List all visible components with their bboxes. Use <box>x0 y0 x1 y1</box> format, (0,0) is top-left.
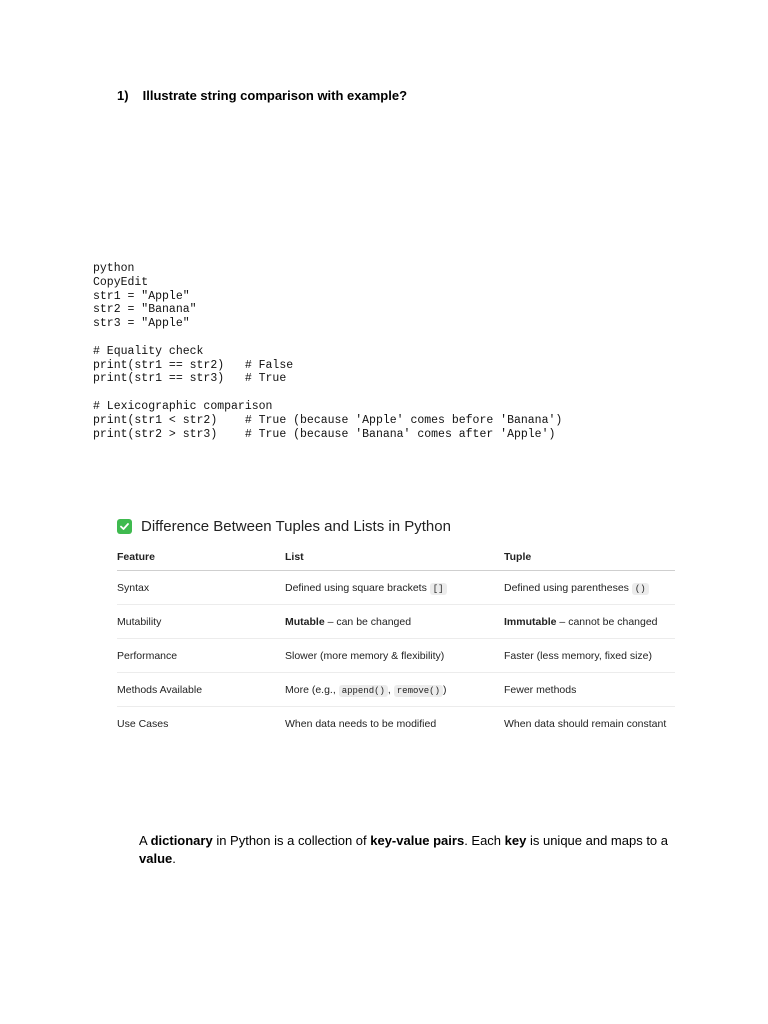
para-bold-key: key <box>504 833 527 848</box>
tuple-syntax-text: Defined using parentheses <box>504 581 629 594</box>
para-text-3: . Each <box>464 833 505 848</box>
code-line: print(str1 == str3) # True <box>93 372 287 386</box>
para-bold-value: value <box>139 851 173 866</box>
code-line: # Equality check <box>93 344 204 358</box>
para-text-1: A <box>139 833 151 848</box>
code-line: str2 = "Banana" <box>93 303 197 317</box>
code-line: # Lexicographic comparison <box>93 399 273 413</box>
check-mark-icon <box>117 519 132 534</box>
code-line: str1 = "Apple" <box>93 289 190 303</box>
code-line: print(str2 > str3) # True (because 'Banana' comes after 'Apple') <box>93 427 556 441</box>
cell-list <box>285 571 504 605</box>
cell-list: Slower (more memory & flexibility) <box>285 639 504 673</box>
cell-tuple: Fewer methods <box>504 673 675 707</box>
code-block <box>93 262 562 441</box>
code-line: print(str1 == str2) # False <box>93 358 294 372</box>
tuple-immutable-bold: Immutable <box>504 615 557 628</box>
table-row-mutability <box>117 605 675 639</box>
para-text-4: is unique and maps to a <box>526 833 669 848</box>
cell-tuple: Faster (less memory, fixed size) <box>504 639 675 673</box>
para-bold-dictionary: dictionary <box>150 833 213 848</box>
table-row-use-cases <box>117 707 675 741</box>
cell-feature: Use Cases <box>117 717 169 730</box>
cell-tuple <box>504 571 675 605</box>
cell-list <box>285 605 504 639</box>
table-header-row <box>117 544 675 571</box>
comparison-heading <box>117 514 675 538</box>
dictionary-paragraph <box>139 832 679 868</box>
cell-list: When data needs to be modified <box>285 717 437 730</box>
para-text-2: in Python is a collection of <box>212 833 371 848</box>
list-methods-suffix: ) <box>442 683 447 696</box>
comparison-table <box>117 544 675 740</box>
tuple-syntax-code: () <box>632 583 649 595</box>
cell-list <box>285 673 504 707</box>
list-syntax-text: Defined using square brackets <box>285 581 427 594</box>
para-text-5: . <box>172 851 176 866</box>
cell-feature: Performance <box>117 639 285 673</box>
list-mutable-bold: Mutable <box>285 615 325 628</box>
cell-tuple: When data should remain constant <box>504 717 667 730</box>
list-syntax-code: [] <box>430 583 447 595</box>
comparison-heading-text: Difference Between Tuples and Lists in Python <box>141 517 451 535</box>
table-row-performance <box>117 639 675 673</box>
tuple-immutable-rest: – cannot be changed <box>556 615 658 628</box>
list-methods-prefix: More (e.g., <box>285 683 336 696</box>
code-line: print(str1 < str2) # True (because 'Apple' comes before 'Banana') <box>93 413 563 427</box>
para-bold-key-value-pairs: key-value pairs <box>370 833 465 848</box>
cell-tuple <box>504 605 675 639</box>
comparison-section <box>117 514 675 740</box>
list-methods-code-remove: remove() <box>394 685 443 697</box>
code-line: CopyEdit <box>93 275 149 289</box>
header-feature: Feature <box>117 544 285 571</box>
code-line: python <box>93 262 135 275</box>
list-methods-sep: , <box>387 683 391 696</box>
code-line: str3 = "Apple" <box>93 317 190 331</box>
question-number: 1) <box>117 88 129 103</box>
code-line <box>93 331 562 345</box>
cell-feature: Methods Available <box>117 673 285 707</box>
header-tuple: Tuple <box>504 544 675 571</box>
list-mutable-rest: – can be changed <box>324 615 412 628</box>
header-list: List <box>285 544 504 571</box>
cell-feature: Syntax <box>117 571 285 605</box>
cell-feature: Mutability <box>117 605 285 639</box>
table-row-syntax <box>117 571 675 605</box>
table-row-methods <box>117 673 675 707</box>
list-methods-code-append: append() <box>339 685 388 697</box>
code-line <box>93 386 562 400</box>
question-heading <box>117 88 407 103</box>
question-text: Illustrate string comparison with example? <box>142 88 408 103</box>
